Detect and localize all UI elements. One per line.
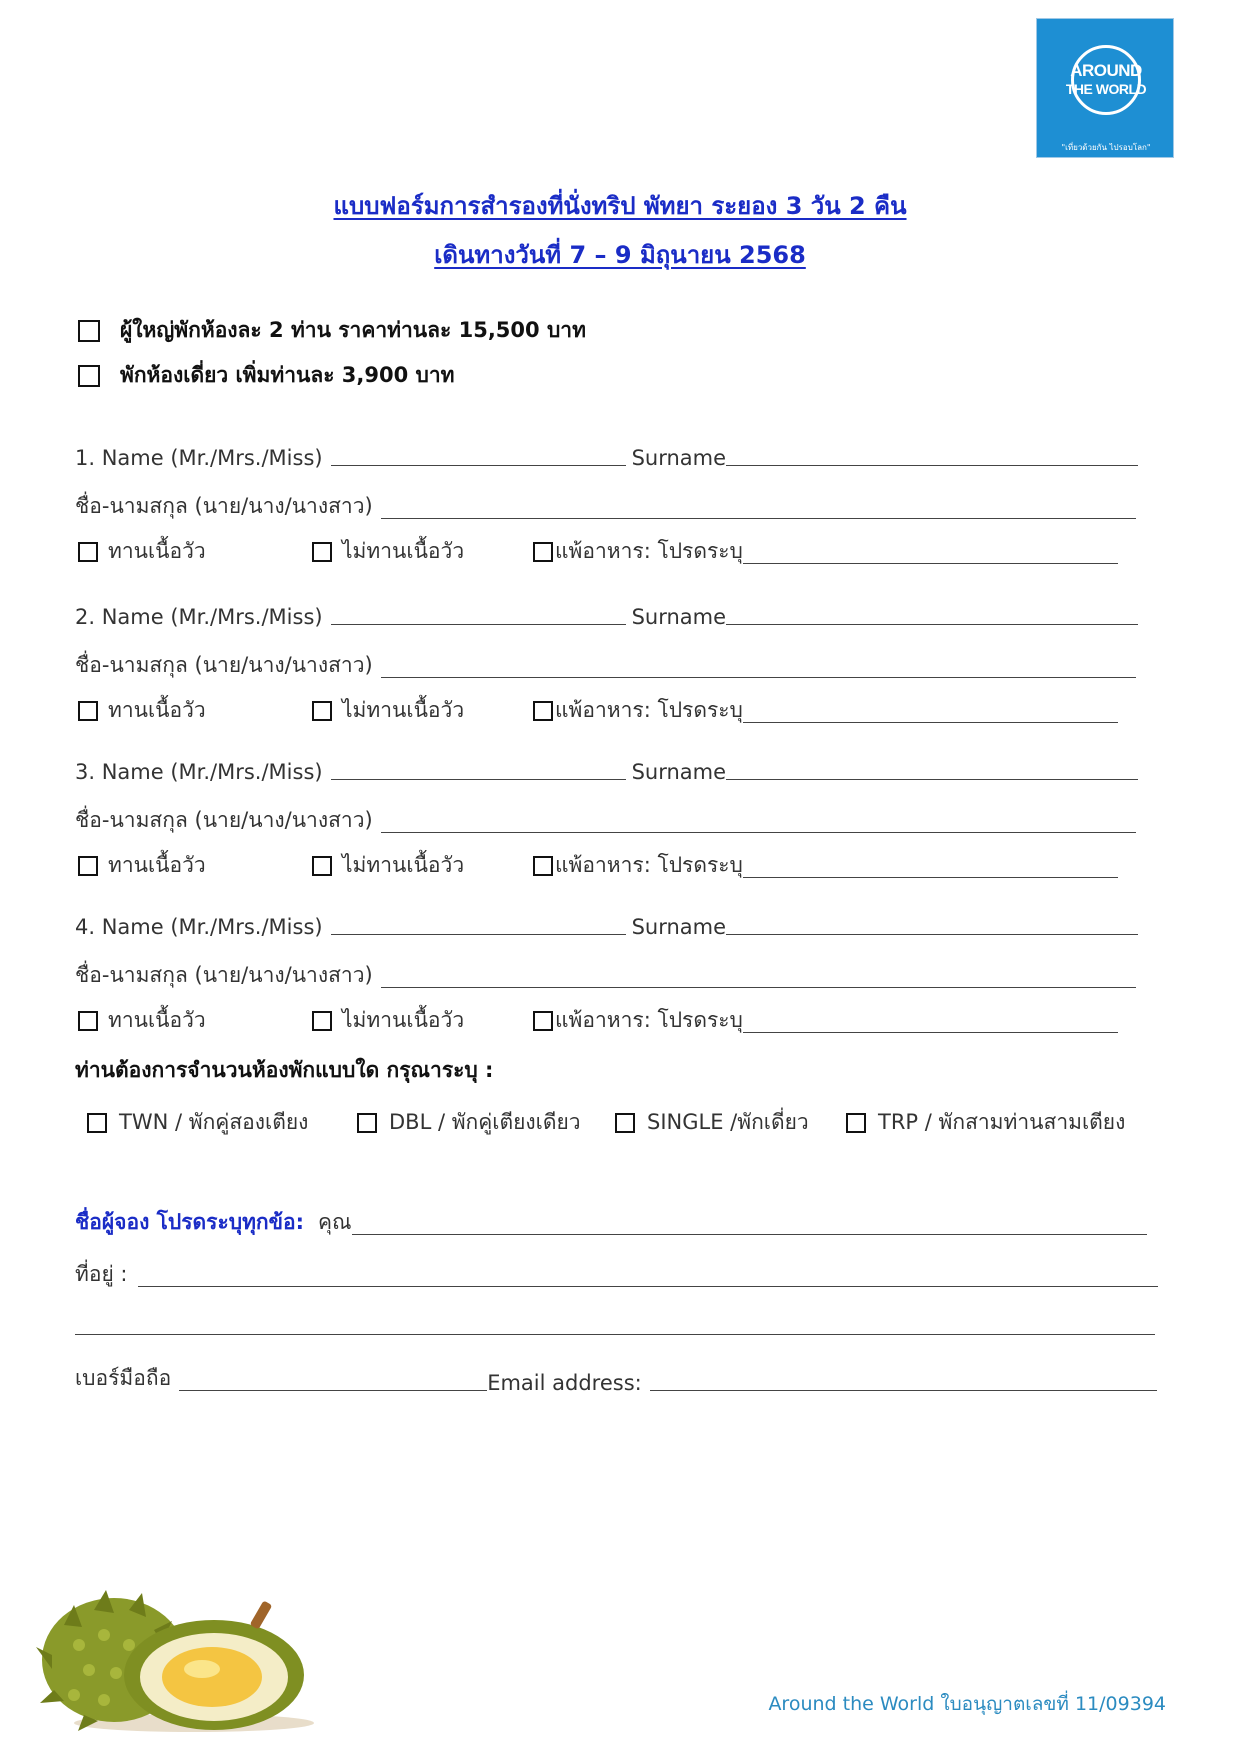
room-option-label: SINGLE /พักเดี่ยว — [647, 1110, 809, 1134]
checkbox[interactable] — [357, 1113, 377, 1133]
room-option-label: DBL / พักคู่เตียงเดียว — [389, 1110, 581, 1134]
email-label: Email address: — [487, 1371, 642, 1395]
name-field[interactable] — [331, 933, 626, 935]
surname-label: Surname — [631, 605, 727, 629]
room-option-single[interactable] — [615, 1106, 809, 1139]
no-beef-option[interactable] — [312, 694, 464, 727]
thai-name-label: ชื่อ-นามสกุล (นาย/นาง/นางสาว) — [75, 808, 373, 832]
allergy-field[interactable] — [743, 721, 1118, 723]
form-title: แบบฟอร์มการสำรองที่นั่งทริป พัทยา ระยอง 3 วัน 2 คืน — [333, 192, 907, 220]
allergy-label: แพ้อาหาร: โปรดระบุ — [555, 853, 743, 877]
checkbox[interactable] — [533, 701, 553, 721]
address-field-line2[interactable] — [75, 1334, 1155, 1335]
checkbox[interactable] — [78, 542, 98, 562]
beef-option[interactable] — [78, 849, 206, 882]
allergy-option[interactable] — [533, 535, 1118, 568]
beef-option[interactable] — [78, 535, 206, 568]
checkbox[interactable] — [615, 1113, 635, 1133]
thai-name-label: ชื่อ-นามสกุล (นาย/นาง/นางสาว) — [75, 653, 373, 677]
room-option-label: TWN / พักคู่สองเตียง — [119, 1110, 309, 1134]
checkbox[interactable] — [78, 320, 100, 342]
logo-tagline: "เที่ยวด้วยกัน ไปรอบโลก" — [1061, 143, 1151, 152]
checkbox[interactable] — [312, 856, 332, 876]
pricing-label: ผู้ใหญ่พักห้องละ 2 ท่าน ราคาท่านละ 15,500 บาท — [120, 318, 586, 342]
allergy-label: แพ้อาหาร: โปรดระบุ — [555, 1008, 743, 1032]
name-label: 2. Name (Mr./Mrs./Miss) — [75, 605, 323, 629]
room-option-label: TRP / พักสามท่านสามเตียง — [878, 1110, 1126, 1134]
logo-line2: THE WORLD — [1065, 81, 1147, 97]
name-label: 3. Name (Mr./Mrs./Miss) — [75, 760, 323, 784]
no-beef-option[interactable] — [312, 535, 464, 568]
room-question: ท่านต้องการจำนวนห้องพักแบบใด กรุณาระบุ : — [75, 1058, 494, 1082]
allergy-field[interactable] — [743, 1031, 1118, 1033]
beef-option[interactable] — [78, 694, 206, 727]
company-logo — [1036, 18, 1174, 158]
allergy-label: แพ้อาหาร: โปรดระบุ — [555, 698, 743, 722]
address-field[interactable] — [138, 1285, 1158, 1287]
room-option-trp[interactable] — [846, 1106, 1125, 1139]
allergy-option[interactable] — [533, 849, 1118, 882]
checkbox[interactable] — [533, 1011, 553, 1031]
checkbox[interactable] — [78, 1011, 98, 1031]
checkbox[interactable] — [312, 701, 332, 721]
checkbox[interactable] — [846, 1113, 866, 1133]
beef-option[interactable] — [78, 1004, 206, 1037]
allergy-option[interactable] — [533, 694, 1118, 727]
contact-row — [75, 1362, 1157, 1395]
name-label: 4. Name (Mr./Mrs./Miss) — [75, 915, 323, 939]
surname-label: Surname — [631, 915, 727, 939]
beef-label: ทานเนื้อวัว — [108, 539, 206, 563]
name-field[interactable] — [331, 778, 626, 780]
thai-name-field[interactable] — [381, 986, 1136, 988]
surname-field[interactable] — [726, 623, 1138, 625]
allergy-field[interactable] — [743, 876, 1118, 878]
surname-label: Surname — [631, 760, 727, 784]
address-row — [75, 1258, 1158, 1291]
pricing-option-single[interactable] — [78, 359, 455, 392]
thai-name-field[interactable] — [381, 517, 1136, 519]
beef-label: ทานเนื้อวัว — [108, 853, 206, 877]
booker-title: ชื่อผู้จอง โปรดระบุทุกข้อ: — [75, 1210, 304, 1234]
pricing-option-twin[interactable] — [78, 314, 586, 347]
room-option-dbl[interactable] — [357, 1106, 581, 1139]
surname-field[interactable] — [726, 464, 1138, 466]
checkbox[interactable] — [312, 542, 332, 562]
trip-dates: เดินทางวันที่ 7 – 9 มิถุนายน 2568 — [434, 241, 806, 269]
booker-name-field[interactable] — [352, 1233, 1147, 1235]
surname-field[interactable] — [726, 778, 1138, 780]
name-field[interactable] — [331, 464, 626, 466]
no-beef-option[interactable] — [312, 1004, 464, 1037]
checkbox[interactable] — [78, 365, 100, 387]
phone-field[interactable] — [179, 1389, 487, 1391]
name-label: 1. Name (Mr./Mrs./Miss) — [75, 446, 323, 470]
no-beef-label: ไม่ทานเนื้อวัว — [342, 1008, 465, 1032]
allergy-option[interactable] — [533, 1004, 1118, 1037]
thai-name-field[interactable] — [381, 831, 1136, 833]
no-beef-label: ไม่ทานเนื้อวัว — [342, 698, 465, 722]
booker-name-prefix: คุณ — [318, 1210, 352, 1234]
thai-name-field[interactable] — [381, 676, 1136, 678]
no-beef-label: ไม่ทานเนื้อวัว — [342, 853, 465, 877]
checkbox[interactable] — [78, 856, 98, 876]
checkbox[interactable] — [533, 856, 553, 876]
email-field[interactable] — [650, 1389, 1157, 1391]
logo-line1: AROUND — [1070, 61, 1142, 80]
address-label: ที่อยู่ : — [75, 1262, 128, 1286]
name-field[interactable] — [331, 623, 626, 625]
durian-illustration — [34, 1585, 314, 1735]
checkbox[interactable] — [87, 1113, 107, 1133]
checkbox[interactable] — [312, 1011, 332, 1031]
allergy-label: แพ้อาหาร: โปรดระบุ — [555, 539, 743, 563]
checkbox[interactable] — [533, 542, 553, 562]
pricing-label: พักห้องเดี่ยว เพิ่มท่านละ 3,900 บาท — [120, 363, 455, 387]
thai-name-label: ชื่อ-นามสกุล (นาย/นาง/นางสาว) — [75, 963, 373, 987]
checkbox[interactable] — [78, 701, 98, 721]
no-beef-option[interactable] — [312, 849, 464, 882]
no-beef-label: ไม่ทานเนื้อวัว — [342, 539, 465, 563]
beef-label: ทานเนื้อวัว — [108, 698, 206, 722]
allergy-field[interactable] — [743, 562, 1118, 564]
surname-label: Surname — [631, 446, 727, 470]
thai-name-label: ชื่อ-นามสกุล (นาย/นาง/นางสาว) — [75, 494, 373, 518]
surname-field[interactable] — [726, 933, 1138, 935]
phone-label: เบอร์มือถือ — [75, 1366, 172, 1390]
license-footer: Around the World ใบอนุญาตเลขที่ 11/09394 — [768, 1693, 1166, 1715]
booker-name-row — [75, 1206, 1147, 1239]
room-option-twn[interactable] — [87, 1106, 308, 1139]
beef-label: ทานเนื้อวัว — [108, 1008, 206, 1032]
